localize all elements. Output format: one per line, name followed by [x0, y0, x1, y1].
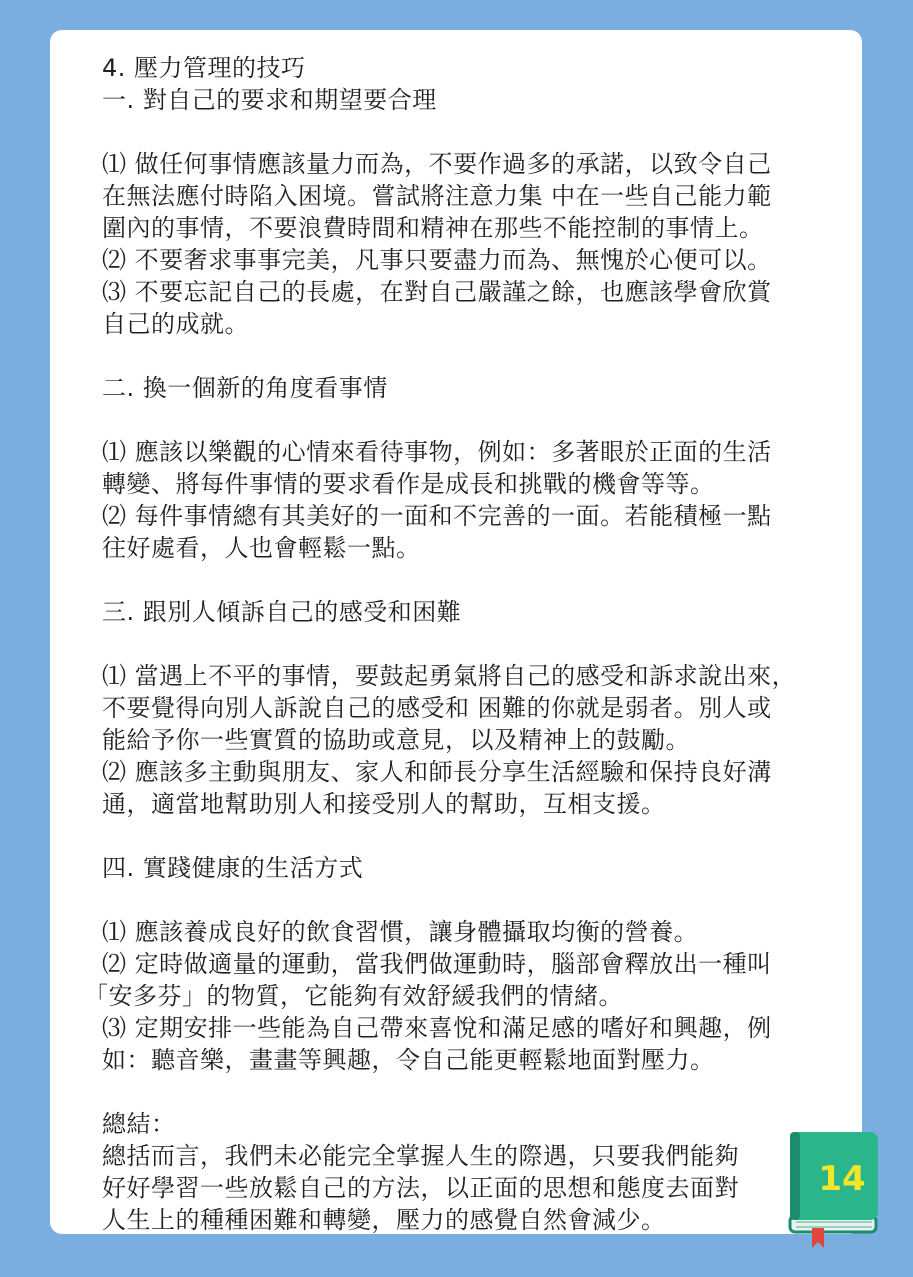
paragraph-line: 自己的成就。 [102, 310, 249, 338]
paragraph-line: 不要覺得向別人訴說自己的感受和 困難的你就是弱者。別人或 [102, 694, 772, 722]
paragraph-line: ⑵ 應該多主動與朋友、家人和師長分享生活經驗和保持良好溝 [102, 758, 772, 786]
section-title: 四. 實踐健康的生活方式 [102, 854, 364, 882]
main-heading: 4. 壓力管理的技巧 [102, 54, 306, 82]
paragraph-line: 轉變、將每件事情的要求看作是成長和挑戰的機會等等。 [102, 470, 715, 498]
paragraph-line: ⑴ 應該養成良好的飲食習慣，讓身體攝取均衡的營養。 [102, 918, 699, 946]
paragraph-line: ⑴ 當遇上不平的事情，要鼓起勇氣將自己的感受和訴求說出來， [102, 662, 797, 690]
paragraph-line: ⑵ 每件事情總有其美好的一面和不完善的一面。若能積極一點 [102, 502, 772, 530]
content-card [50, 30, 862, 1234]
paragraph-line: 往好處看，人也會輕鬆一點。 [102, 534, 421, 562]
summary-title: 總結： [102, 1110, 176, 1138]
section-title: 三. 跟別人傾訴自己的感受和困難 [102, 598, 462, 626]
section-title: 二. 換一個新的角度看事情 [102, 374, 388, 402]
paragraph-line: ⑴ 應該以樂觀的心情來看待事物，例如：多著眼於正面的生活 [102, 438, 772, 466]
paragraph-line: ⑶ 不要忘記自己的長處，在對自己嚴謹之餘，也應該學會欣賞 [102, 278, 772, 306]
article-body [84, 52, 847, 1236]
paragraph-line: 「安多芬」的物質，它能夠有效舒緩我們的情緒。 [84, 982, 623, 1010]
paragraph-line: ⑴ 做任何事情應該量力而為，不要作過多的承諾，以致令自己 [102, 150, 772, 178]
paragraph-line: 在無法應付時陷入困境。嘗試將注意力集 中在一些自己能力範 [102, 182, 772, 210]
paragraph-line: 通，適當地幫助別人和接受別人的幫助，互相支援。 [102, 790, 666, 818]
paragraph-line: ⑵ 不要奢求事事完美，凡事只要盡力而為、無愧於心便可以。 [102, 246, 772, 274]
paragraph-line: 能給予你一些實質的協助或意見，以及精神上的鼓勵。 [102, 726, 690, 754]
section-title: 一. 對自己的要求和期望要合理 [102, 86, 437, 114]
summary-line: 人生上的種種困難和轉變，壓力的感覺自然會減少。 [102, 1206, 666, 1234]
book-page-number-icon [786, 1130, 882, 1248]
paragraph-line: ⑶ 定期安排一些能為自己帶來喜悅和滿足感的嗜好和興趣，例 [102, 1014, 772, 1042]
page-number: 14 [818, 1159, 866, 1199]
paragraph-line: 如：聽音樂，畫畫等興趣，令自己能更輕鬆地面對壓力。 [102, 1046, 715, 1074]
paragraph-line: ⑵ 定時做適量的運動，當我們做運動時，腦部會釋放出一種叫 [102, 950, 772, 978]
paragraph-line: 圍內的事情，不要浪費時間和精神在那些不能控制的事情上。 [102, 214, 764, 242]
summary-line: 總括而言，我們未必能完全掌握人生的際遇，只要我們能夠 [102, 1142, 739, 1170]
ribbon-bookmark-icon [812, 1228, 824, 1248]
summary-line: 好好學習一些放鬆自己的方法，以正面的思想和態度去面對 [102, 1174, 739, 1202]
